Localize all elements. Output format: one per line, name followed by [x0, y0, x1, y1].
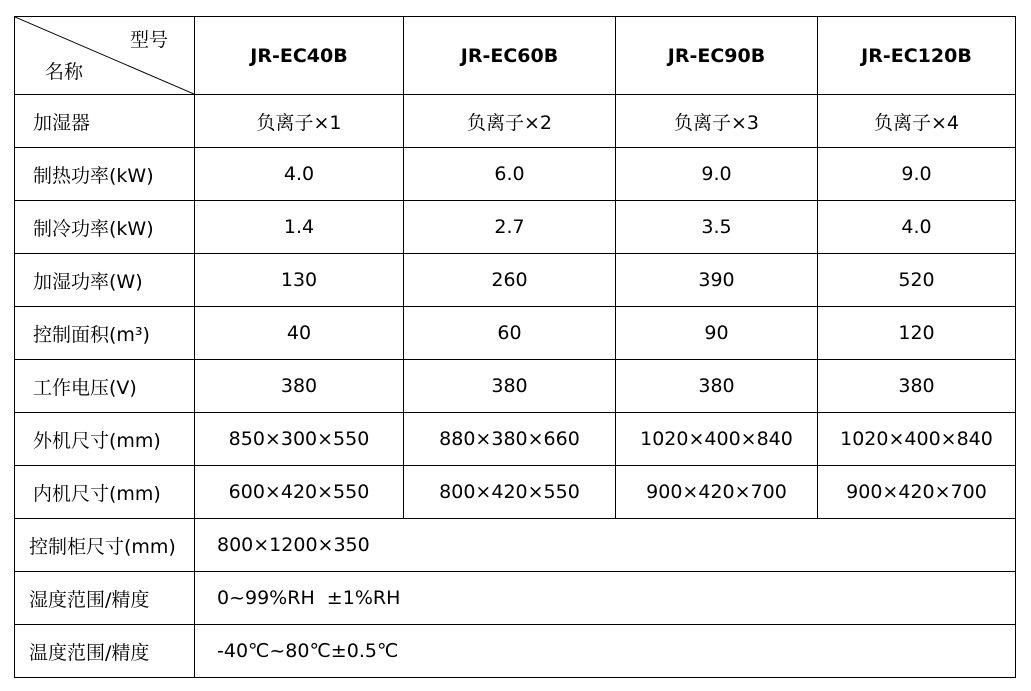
table-row — [15, 307, 1016, 360]
table-cell: 800×420×550 — [404, 466, 616, 519]
table-cell: 6.0 — [404, 148, 616, 201]
table-row — [15, 572, 1016, 625]
row-label: 加湿功率(W) — [15, 254, 195, 307]
model-header: JR-EC120B — [818, 17, 1016, 95]
table-cell: -40℃~80℃±0.5℃ — [195, 625, 1016, 678]
model-header: JR-EC60B — [404, 17, 616, 95]
row-label: 加湿器 — [15, 95, 195, 148]
table-cell: 3.5 — [616, 201, 818, 254]
table-cell: 60 — [404, 307, 616, 360]
table-cell: 4.0 — [195, 148, 404, 201]
table-row — [15, 95, 1016, 148]
table-cell: 2.7 — [404, 201, 616, 254]
table-cell: 380 — [404, 360, 616, 413]
table-cell: 负离子×2 — [404, 95, 616, 148]
table-row — [15, 201, 1016, 254]
table-cell: 1020×400×840 — [818, 413, 1016, 466]
model-header: JR-EC40B — [195, 17, 404, 95]
row-label: 控制面积(m³) — [15, 307, 195, 360]
corner-cell — [15, 17, 195, 95]
table-cell: 1020×400×840 — [616, 413, 818, 466]
table-cell: 520 — [818, 254, 1016, 307]
table-cell: 900×420×700 — [616, 466, 818, 519]
table-cell: 390 — [616, 254, 818, 307]
table-cell: 260 — [404, 254, 616, 307]
table-row — [15, 148, 1016, 201]
table-cell: 130 — [195, 254, 404, 307]
table-cell: 120 — [818, 307, 1016, 360]
table-cell: 900×420×700 — [818, 466, 1016, 519]
table-row — [15, 466, 1016, 519]
corner-label-name: 名称 — [45, 61, 84, 83]
table-cell: 0~99%RH ±1%RH — [195, 572, 1016, 625]
table-cell: 880×380×660 — [404, 413, 616, 466]
row-label: 控制柜尺寸(mm) — [15, 519, 195, 572]
table-cell: 380 — [195, 360, 404, 413]
table-cell: 90 — [616, 307, 818, 360]
row-label: 工作电压(V) — [15, 360, 195, 413]
table-row — [15, 254, 1016, 307]
table-cell: 850×300×550 — [195, 413, 404, 466]
model-header: JR-EC90B — [616, 17, 818, 95]
table-cell: 1.4 — [195, 201, 404, 254]
table-cell: 800×1200×350 — [195, 519, 1016, 572]
table-cell: 380 — [818, 360, 1016, 413]
corner-label-model: 型号 — [129, 29, 168, 51]
table-cell: 380 — [616, 360, 818, 413]
row-label: 温度范围/精度 — [15, 625, 195, 678]
spec-table — [14, 16, 1016, 678]
table-cell: 600×420×550 — [195, 466, 404, 519]
table-cell: 9.0 — [818, 148, 1016, 201]
row-label: 内机尺寸(mm) — [15, 466, 195, 519]
table-cell: 9.0 — [616, 148, 818, 201]
row-label: 湿度范围/精度 — [15, 572, 195, 625]
table-cell: 40 — [195, 307, 404, 360]
row-label: 制热功率(kW) — [15, 148, 195, 201]
table-row — [15, 519, 1016, 572]
table-row — [15, 625, 1016, 678]
row-label: 外机尺寸(mm) — [15, 413, 195, 466]
table-cell: 负离子×4 — [818, 95, 1016, 148]
table-cell: 4.0 — [818, 201, 1016, 254]
table-row — [15, 413, 1016, 466]
table-row — [15, 360, 1016, 413]
table-cell: 负离子×1 — [195, 95, 404, 148]
table-cell: 负离子×3 — [616, 95, 818, 148]
row-label: 制冷功率(kW) — [15, 201, 195, 254]
header-row — [15, 17, 1016, 95]
